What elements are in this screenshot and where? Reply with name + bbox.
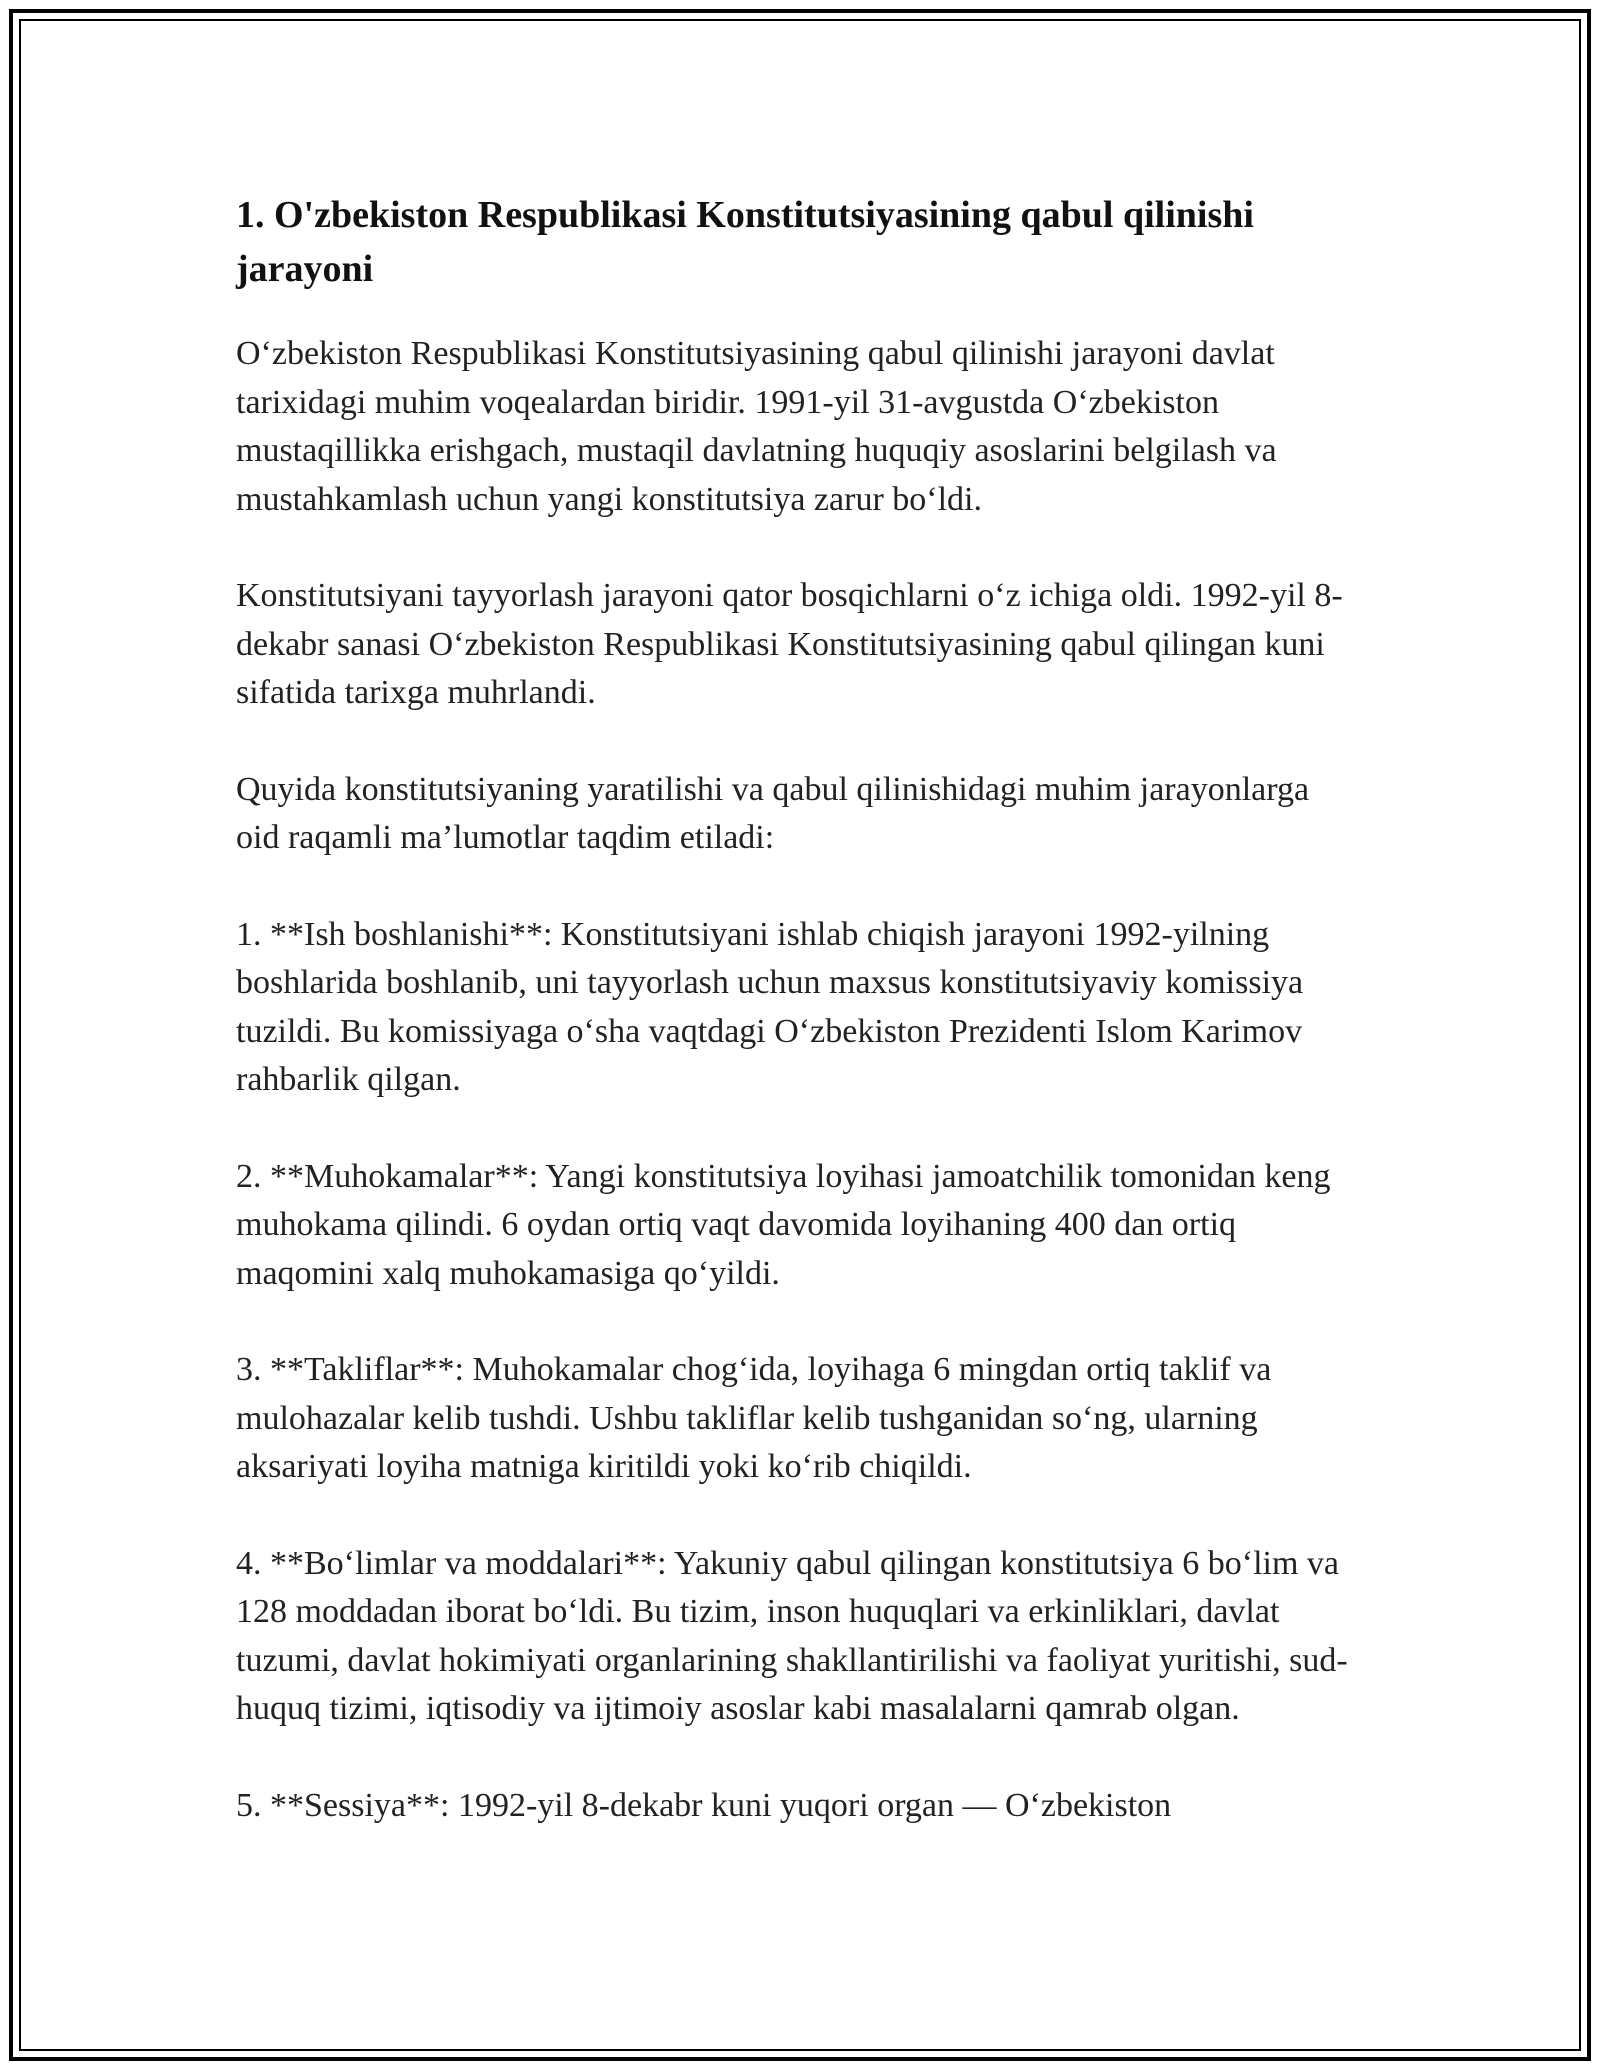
list-item-work-start: 1. **Ish boshlanishi**: Konstitutsiyani ishlab chiqish jarayoni 1992-yilning boshlarida boshlanib, uni tayyorlash uchun maxsus konstitutsiyaviy komissiya tuzildi. Bu komissiyaga o‘sha vaqtdagi O‘zbekiston Prezidenti Islom Karimov rahbarlik qilgan. (236, 915, 1304, 1098)
document-title: 1. O'zbekiston Respublikasi Konstitutsiyasining qabul qilinishi jarayoni (236, 194, 1254, 290)
list-item-proposals: 3. **Takliflar**: Muhokamalar chog‘ida, loyihaga 6 mingdan ortiq taklif va mulohazalar kelib tushdi. Ushbu takliflar kelib tushganidan so‘ng, ularning aksariyati loyiha matniga kiritildi yoki ko‘rib chiqildi. (236, 1351, 1272, 1485)
intro-paragraph: O‘zbekiston Respublikasi Konstitutsiyasining qabul qilinishi jarayoni davlat tarixidagi muhim voqealardan biridir. 1991-yil 31-avgustda O‘zbekiston mustaqillikka erishgach, mustaqil davlatning huquqiy asoslarini belgilash va mustahkamlash uchun yangi konstitutsiya zarur bo‘ldi. (236, 335, 1277, 518)
list-item-discussions: 2. **Muhokamalar**: Yangi konstitutsiya loyihasi jamoatchilik tomonidan keng muhokama qilindi. 6 oydan ortiq vaqt davomida loyihaning 400 dan ortiq maqomini xalq muhokamasiga qo‘yildi. (236, 1157, 1331, 1292)
document-body (236, 188, 1360, 1878)
list-intro-paragraph: Quyida konstitutsiyaning yaratilishi va qabul qilinishidagi muhim jarayonlarga oid raqamli ma’lumotlar taqdim etiladi: (236, 770, 1310, 856)
list-item-session: 5. **Sessiya**: 1992-yil 8-dekabr kuni yuqori organ — O‘zbekiston (236, 1786, 1172, 1824)
list-item-sections: 4. **Bo‘limlar va moddalari**: Yakuniy qabul qilingan konstitutsiya 6 bo‘lim va 128 moddadan iborat bo‘ldi. Bu tizim, inson huquqlari va erkinliklari, davlat tuzumi, davlat hokimiyati organlarining shakllantirilishi va faoliyat yuritishi, sud-huquq tizimi, iqtisodiy va ijtimoiy asoslar kabi masalalarni qamrab olgan. (236, 1544, 1348, 1727)
preparation-paragraph: Konstitutsiyani tayyorlash jarayoni qator bosqichlarni o‘z ichiga oldi. 1992-yil 8-dekabr sanasi O‘zbekiston Respublikasi Konstitutsiyasining qabul qilingan kuni sifatida tarixga muhrlandi. (236, 577, 1343, 711)
